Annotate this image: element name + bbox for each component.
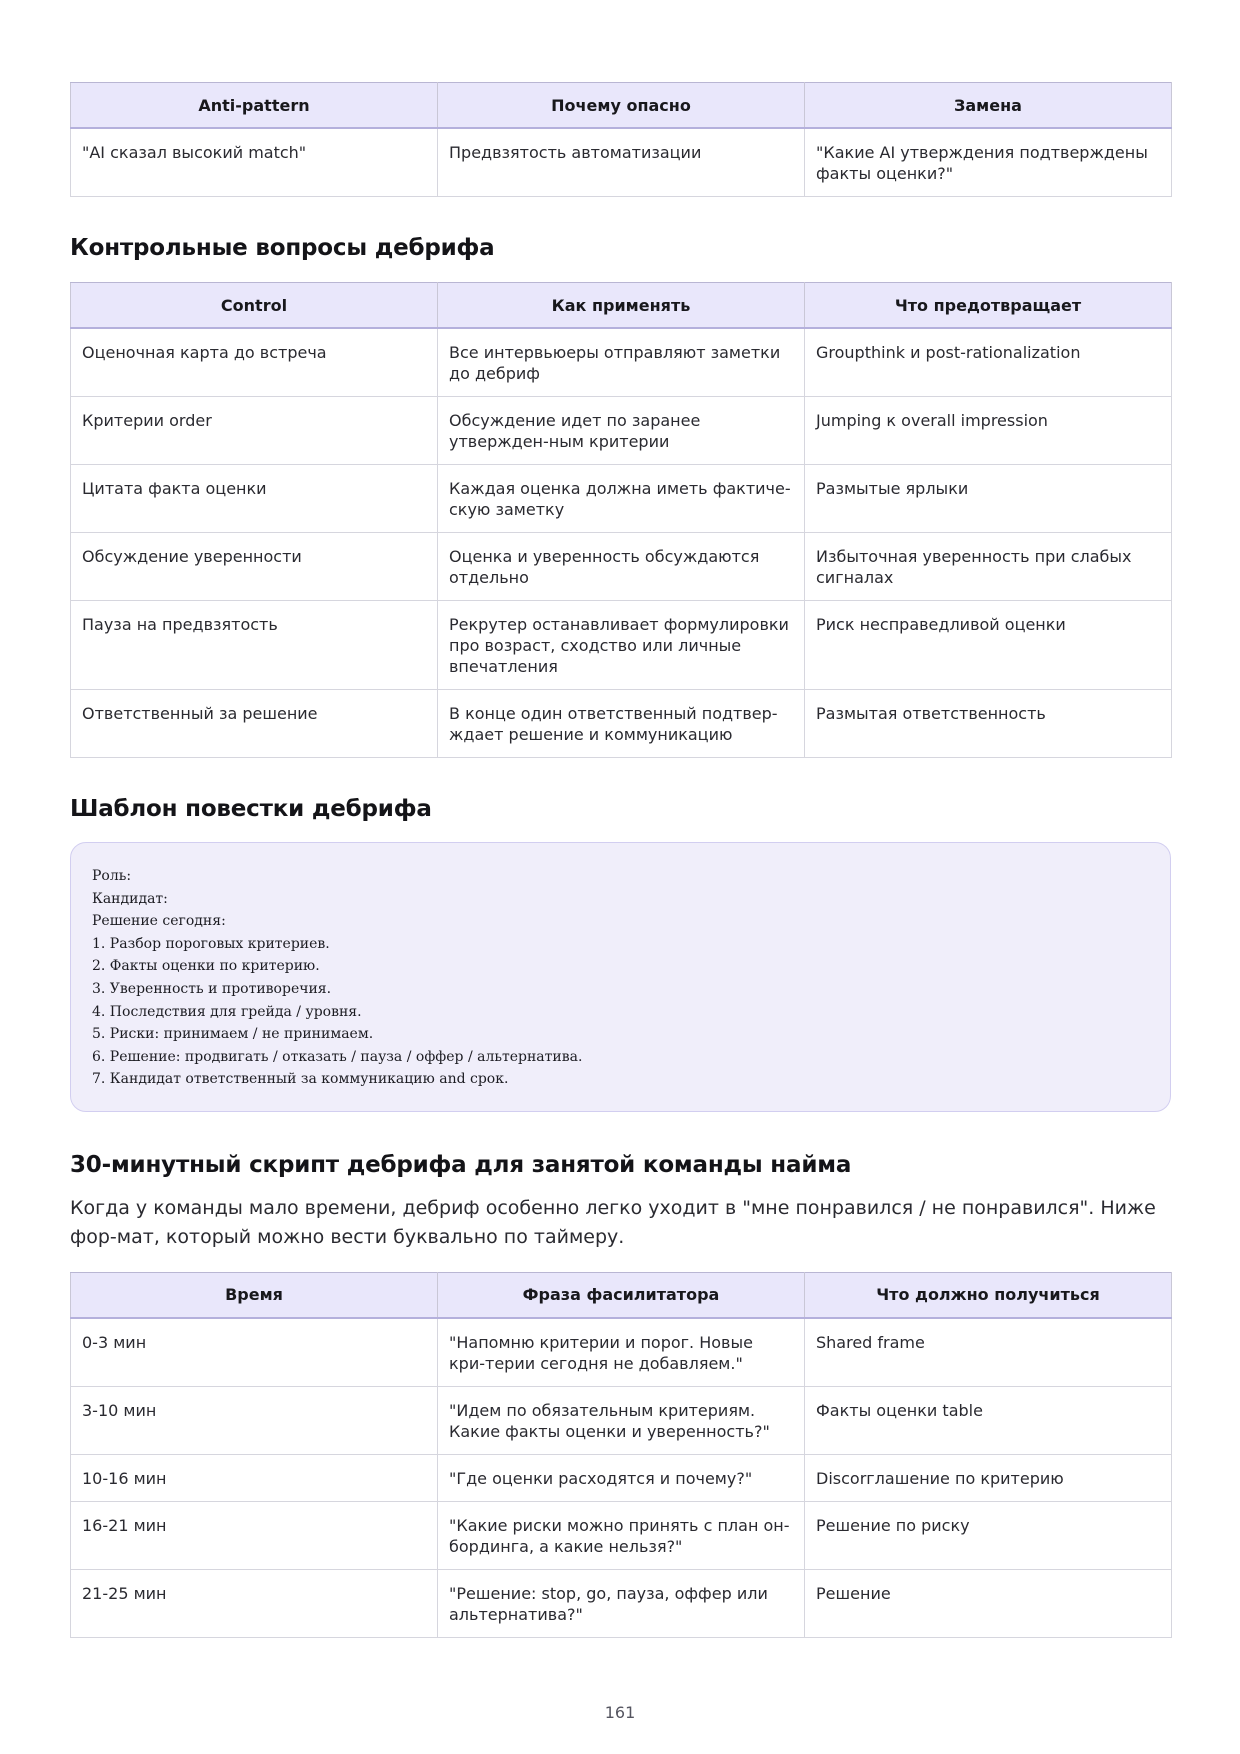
table-cell: "Идем по обязательным критериям. Какие факты оценки и уверенность?" bbox=[438, 1386, 805, 1454]
table-row bbox=[71, 1501, 1172, 1569]
agenda-line: Решение сегодня: bbox=[92, 913, 226, 930]
column-header: Что должно получиться bbox=[805, 1272, 1172, 1318]
table-row bbox=[71, 1386, 1172, 1454]
agenda-line: 4. Последствия для грейда / уровня. bbox=[92, 1003, 362, 1020]
table-cell: Решение по риску bbox=[805, 1501, 1172, 1569]
agenda-line: 7. Кандидат ответственный за коммуникацию and срок. bbox=[92, 1071, 509, 1088]
column-header: Замена bbox=[805, 83, 1172, 129]
column-header: Anti-pattern bbox=[71, 83, 438, 129]
table-row bbox=[71, 128, 1172, 197]
table-cell: 3-10 мин bbox=[71, 1386, 438, 1454]
table-row bbox=[71, 1454, 1172, 1501]
agenda-line: 5. Риски: принимаем / не принимаем. bbox=[92, 1026, 374, 1043]
table-cell: Discorглашение по критерию bbox=[805, 1454, 1172, 1501]
table-cell: Критерии order bbox=[71, 397, 438, 465]
table-cell: 16-21 мин bbox=[71, 1501, 438, 1569]
table-row bbox=[71, 690, 1172, 758]
table-row bbox=[71, 465, 1172, 533]
table-cell: 10-16 мин bbox=[71, 1454, 438, 1501]
section-heading-control-questions: Контрольные вопросы дебрифа bbox=[70, 235, 495, 261]
table-cell: Groupthink и post-rationalization bbox=[805, 328, 1172, 397]
table-cell: Размытая ответственность bbox=[805, 690, 1172, 758]
table-cell: Ответственный за решение bbox=[71, 690, 438, 758]
column-header: Фраза фасилитатора bbox=[438, 1272, 805, 1318]
table-cell: 0-3 мин bbox=[71, 1318, 438, 1387]
agenda-line: Роль: bbox=[92, 868, 132, 884]
section-heading-agenda-template: Шаблон повестки дебрифа bbox=[70, 796, 432, 822]
agenda-line: Кандидат: bbox=[92, 890, 168, 907]
agenda-line: 1. Разбор пороговых критериев. bbox=[92, 935, 330, 952]
table-cell: "Напомню критерии и порог. Новые кри-терии сегодня не добавляем." bbox=[438, 1318, 805, 1387]
page-number: 161 bbox=[604, 1703, 636, 1722]
document-page bbox=[70, 82, 1171, 1638]
antipattern-table bbox=[70, 82, 1172, 197]
column-header: Control bbox=[71, 283, 438, 329]
table-row bbox=[71, 328, 1172, 397]
table-cell: В конце один ответственный подтвер-ждает решение и коммуникацию bbox=[438, 690, 805, 758]
table-cell: 21-25 мин bbox=[71, 1569, 438, 1637]
agenda-line: 6. Решение: продвигать / отказать / пауза / оффер / альтернатива. bbox=[92, 1048, 583, 1065]
table-row bbox=[71, 397, 1172, 465]
table-cell: Цитата факта оценки bbox=[71, 465, 438, 533]
table-cell: Решение bbox=[805, 1569, 1172, 1637]
column-header: Что предотвращает bbox=[805, 283, 1172, 329]
table-header-row bbox=[71, 1272, 1172, 1318]
agenda-line: 3. Уверенность и противоречия. bbox=[92, 980, 332, 997]
table-cell: Обсуждение идет по заранее утвержден-ным критерии bbox=[438, 397, 805, 465]
table-cell: Избыточная уверенность при слабых сигналах bbox=[805, 533, 1172, 601]
table-row bbox=[71, 1318, 1172, 1387]
table-cell: "Решение: stop, go, пауза, оффер или альтернатива?" bbox=[438, 1569, 805, 1637]
section-intro-paragraph: Когда у команды мало времени, дебриф особенно легко уходит в "мне понравился / не понравился". Ниже фор-мат, который можно вести буквально по таймеру. bbox=[70, 1196, 1156, 1248]
table-cell: Shared frame bbox=[805, 1318, 1172, 1387]
table-row bbox=[71, 601, 1172, 690]
table-cell: "Какие риски можно принять с план он-бординга, а какие нельзя?" bbox=[438, 1501, 805, 1569]
control-table bbox=[70, 282, 1172, 758]
table-cell: Jumping к overall impression bbox=[805, 397, 1172, 465]
section-heading-30-minute-script: 30-минутный скрипт дебрифа для занятой команды найма bbox=[70, 1151, 852, 1178]
agenda-code-block bbox=[70, 842, 1171, 1112]
table-cell: Размытые ярлыки bbox=[805, 465, 1172, 533]
table-header-row bbox=[71, 283, 1172, 329]
table-row bbox=[71, 1569, 1172, 1637]
script-table bbox=[70, 1272, 1172, 1638]
table-cell: Предвзятость автоматизации bbox=[438, 128, 805, 197]
column-header: Почему опасно bbox=[438, 83, 805, 129]
table-cell: Оценочная карта до встреча bbox=[71, 328, 438, 397]
table-cell: "Где оценки расходятся и почему?" bbox=[438, 1454, 805, 1501]
table-cell: Рекрутер останавливает формулировки про возраст, сходство или личные впечатления bbox=[438, 601, 805, 690]
table-cell: "AI сказал высокий match" bbox=[71, 128, 438, 197]
table-cell: Каждая оценка должна иметь фактиче-скую заметку bbox=[438, 465, 805, 533]
table-cell: Все интервьюеры отправляют заметки до дебриф bbox=[438, 328, 805, 397]
column-header: Как применять bbox=[438, 283, 805, 329]
table-cell: "Какие AI утверждения подтверждены факты оценки?" bbox=[805, 128, 1172, 197]
table-cell: Риск несправедливой оценки bbox=[805, 601, 1172, 690]
table-cell: Оценка и уверенность обсуждаются отдельно bbox=[438, 533, 805, 601]
table-cell: Пауза на предвзятость bbox=[71, 601, 438, 690]
table-header-row bbox=[71, 83, 1172, 129]
table-row bbox=[71, 533, 1172, 601]
agenda-line: 2. Факты оценки по критерию. bbox=[92, 958, 320, 975]
table-cell: Обсуждение уверенности bbox=[71, 533, 438, 601]
table-cell: Факты оценки table bbox=[805, 1386, 1172, 1454]
column-header: Время bbox=[71, 1272, 438, 1318]
